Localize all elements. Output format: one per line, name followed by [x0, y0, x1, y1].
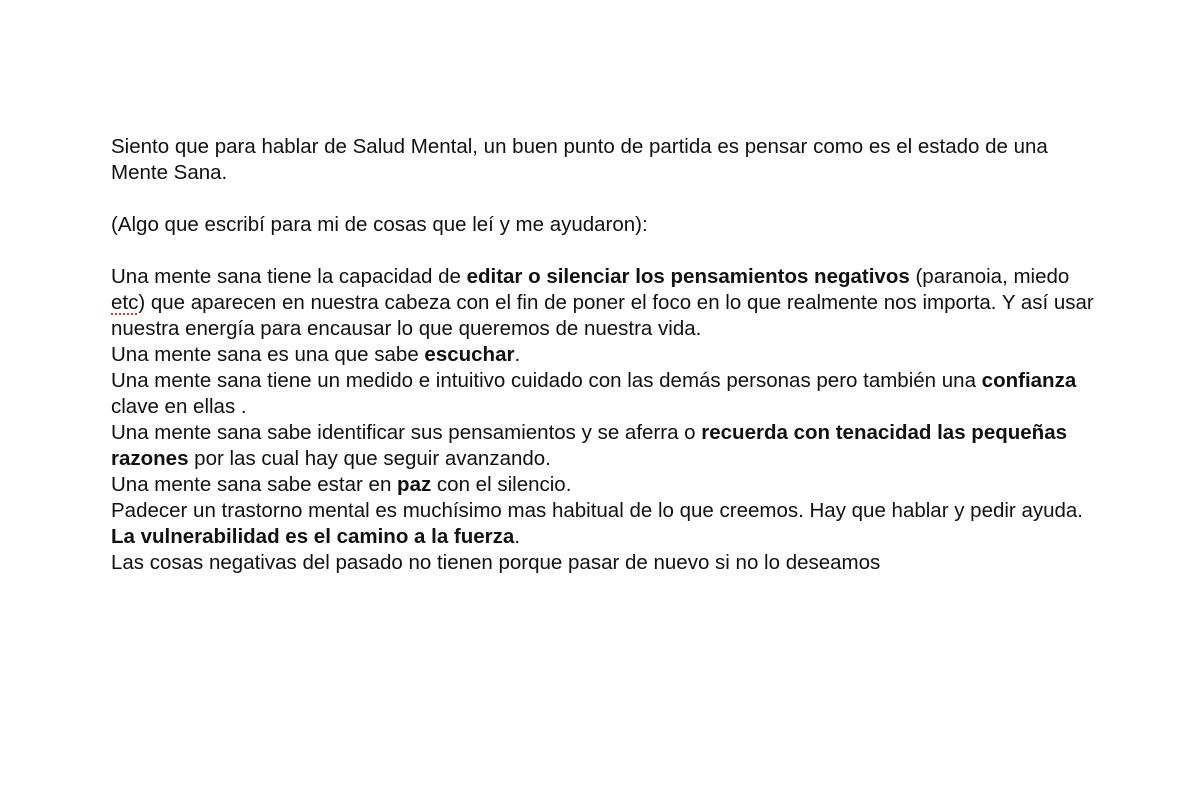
paragraph-editar: [111, 264, 1101, 342]
paragraph-pasado: Las cosas negativas del pasado no tienen porque pasar de nuevo si no lo deseamos: [111, 551, 881, 574]
text-run: clave en ellas .: [111, 395, 247, 418]
document-body: [111, 134, 1101, 576]
bold-text-run: paz: [397, 473, 432, 496]
bold-text-run: recuerda con tenacidad las pequeñas razones: [111, 421, 1067, 470]
text-run: por las cual hay que seguir avanzando.: [188, 447, 551, 470]
text-run: Una mente sana tiene un medido e intuitivo cuidado con las demás personas pero también una: [111, 369, 982, 392]
paragraph-razones: [111, 420, 1101, 472]
paragraph-confianza: [111, 368, 1101, 420]
text-run: Padecer un trastorno mental es muchísimo mas habitual de lo que creemos. Hay que hablar y pedir ayuda.: [111, 499, 1083, 522]
text-run: Una mente sana sabe identificar sus pensamientos y se aferra o: [111, 421, 702, 444]
text-run: Una mente sana sabe estar en: [111, 473, 398, 496]
paragraph-vulnerabilidad: [111, 498, 1101, 550]
text-run: .: [514, 343, 521, 366]
note-paragraph: (Algo que escribí para mi de cosas que leí y me ayudaron):: [111, 213, 648, 236]
paragraph-spacer: [111, 186, 1101, 212]
paragraph-spacer: [111, 238, 1101, 264]
bold-text-run: confianza: [981, 369, 1077, 392]
bold-text-run: editar o silenciar los pensamientos negativos: [466, 265, 910, 288]
text-run: Una mente sana tiene la capacidad de: [111, 265, 467, 288]
text-run: .: [514, 525, 521, 548]
text-run: ) que aparecen en nuestra cabeza con el fin de poner el foco en lo que realmente nos importa. Y así usar nuestra energía para encausar lo que queremos de nuestra vida.: [111, 291, 1094, 340]
intro-paragraph: Siento que para hablar de Salud Mental, un buen punto de partida es pensar como es el estado de una Mente Sana.: [111, 135, 1048, 184]
paragraph-escuchar: [111, 342, 1101, 368]
misspelled-word: etc: [111, 291, 139, 314]
paragraph-paz: [111, 472, 1101, 498]
bold-text-run: La vulnerabilidad es el camino a la fuerza: [111, 525, 515, 548]
text-run: Una mente sana es una que sabe: [111, 343, 425, 366]
bold-text-run: escuchar: [424, 343, 515, 366]
text-run: con el silencio.: [431, 473, 572, 496]
text-run: (paranoia, miedo: [909, 265, 1070, 288]
